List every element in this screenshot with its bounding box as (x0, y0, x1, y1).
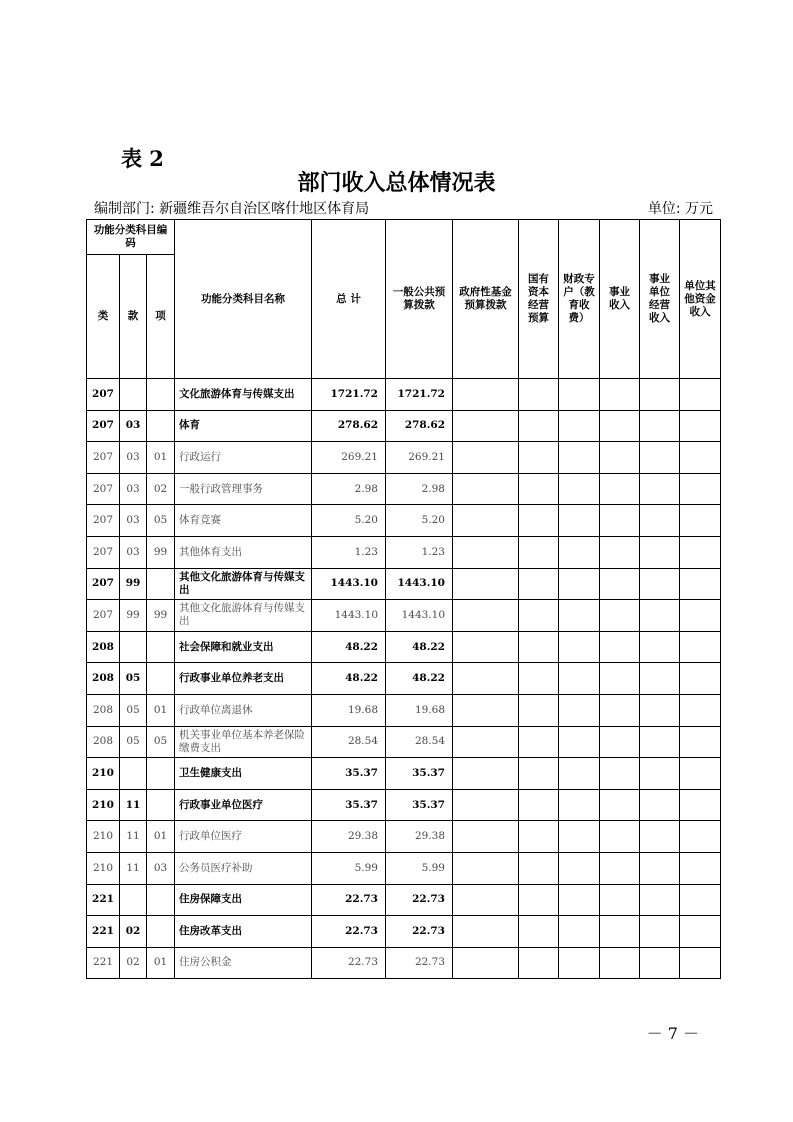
cell-empty (453, 726, 519, 758)
cell-empty (600, 442, 640, 474)
cell-empty (453, 410, 519, 442)
cell-total: 48.22 (312, 663, 386, 695)
cell-xiang (147, 631, 175, 663)
cell-name: 其他体育支出 (175, 536, 312, 568)
cell-empty (453, 568, 519, 600)
header-business-income: 事业收入 (600, 220, 640, 379)
cell-empty (680, 536, 721, 568)
table-row (87, 631, 721, 663)
cell-empty (680, 631, 721, 663)
cell-lei: 207 (87, 442, 120, 474)
cell-general: 1443.10 (386, 568, 453, 600)
table-row (87, 410, 721, 442)
cell-xiang: 01 (147, 442, 175, 474)
cell-empty (559, 947, 600, 979)
cell-empty (559, 631, 600, 663)
cell-kuan: 99 (120, 568, 147, 600)
cell-general: 278.62 (386, 410, 453, 442)
table-row (87, 947, 721, 979)
table-row (87, 726, 721, 758)
cell-empty (680, 947, 721, 979)
cell-empty (640, 789, 680, 821)
cell-empty (519, 379, 559, 411)
cell-empty (680, 884, 721, 916)
cell-kuan (120, 631, 147, 663)
cell-empty (519, 694, 559, 726)
table-row (87, 916, 721, 948)
cell-xiang (147, 663, 175, 695)
cell-empty (640, 947, 680, 979)
cell-xiang: 05 (147, 726, 175, 758)
cell-general: 35.37 (386, 789, 453, 821)
cell-empty (519, 663, 559, 695)
cell-total: 1443.10 (312, 600, 386, 632)
cell-lei: 207 (87, 568, 120, 600)
cell-kuan: 02 (120, 916, 147, 948)
cell-xiang (147, 916, 175, 948)
cell-lei: 207 (87, 473, 120, 505)
cell-empty (640, 600, 680, 632)
cell-empty (453, 821, 519, 853)
cell-kuan: 03 (120, 410, 147, 442)
cell-xiang: 02 (147, 473, 175, 505)
cell-empty (640, 916, 680, 948)
cell-empty (519, 758, 559, 790)
cell-kuan: 11 (120, 821, 147, 853)
cell-lei: 208 (87, 694, 120, 726)
cell-lei: 221 (87, 916, 120, 948)
cell-name: 机关事业单位基本养老保险缴费支出 (175, 726, 312, 758)
header-state-capital: 国有资本经营预算 (519, 220, 559, 379)
cell-kuan: 11 (120, 852, 147, 884)
table-row (87, 789, 721, 821)
cell-general: 269.21 (386, 442, 453, 474)
cell-name: 社会保障和就业支出 (175, 631, 312, 663)
table-row (87, 694, 721, 726)
cell-name: 体育 (175, 410, 312, 442)
cell-empty (453, 600, 519, 632)
cell-empty (519, 568, 559, 600)
cell-lei: 210 (87, 789, 120, 821)
cell-xiang (147, 789, 175, 821)
cell-empty (559, 473, 600, 505)
cell-general: 22.73 (386, 947, 453, 979)
table-row (87, 505, 721, 537)
cell-empty (600, 473, 640, 505)
page-number: － 7 － (646, 1024, 699, 1043)
cell-lei: 210 (87, 852, 120, 884)
cell-empty (640, 852, 680, 884)
cell-general: 1721.72 (386, 379, 453, 411)
cell-empty (559, 568, 600, 600)
cell-kuan: 03 (120, 442, 147, 474)
cell-empty (559, 916, 600, 948)
cell-empty (519, 442, 559, 474)
cell-name: 文化旅游体育与传媒支出 (175, 379, 312, 411)
cell-total: 269.21 (312, 442, 386, 474)
cell-total: 278.62 (312, 410, 386, 442)
cell-empty (680, 916, 721, 948)
cell-empty (519, 473, 559, 505)
cell-empty (559, 726, 600, 758)
cell-total: 35.37 (312, 758, 386, 790)
cell-empty (600, 694, 640, 726)
cell-name: 其他文化旅游体育与传媒支出 (175, 600, 312, 632)
cell-general: 22.73 (386, 916, 453, 948)
table-row (87, 821, 721, 853)
cell-empty (519, 631, 559, 663)
cell-empty (640, 505, 680, 537)
cell-empty (600, 631, 640, 663)
cell-empty (600, 852, 640, 884)
cell-empty (559, 536, 600, 568)
cell-general: 5.99 (386, 852, 453, 884)
cell-empty (640, 410, 680, 442)
cell-empty (453, 505, 519, 537)
cell-lei: 207 (87, 505, 120, 537)
cell-xiang (147, 379, 175, 411)
cell-empty (680, 473, 721, 505)
cell-xiang: 03 (147, 852, 175, 884)
cell-name: 住房保障支出 (175, 884, 312, 916)
cell-name: 住房公积金 (175, 947, 312, 979)
cell-empty (559, 758, 600, 790)
cell-empty (680, 505, 721, 537)
cell-empty (680, 694, 721, 726)
cell-xiang (147, 568, 175, 600)
cell-lei: 208 (87, 663, 120, 695)
cell-empty (600, 884, 640, 916)
cell-lei: 207 (87, 536, 120, 568)
cell-total: 2.98 (312, 473, 386, 505)
cell-empty (600, 663, 640, 695)
cell-empty (600, 947, 640, 979)
cell-empty (640, 442, 680, 474)
cell-empty (559, 694, 600, 726)
cell-total: 22.73 (312, 916, 386, 948)
table-row (87, 852, 721, 884)
cell-xiang: 99 (147, 600, 175, 632)
cell-empty (559, 852, 600, 884)
cell-total: 28.54 (312, 726, 386, 758)
cell-name: 一般行政管理事务 (175, 473, 312, 505)
cell-empty (680, 663, 721, 695)
org-label: 编制部门: 新疆维吾尔自治区喀什地区体育局 (94, 201, 370, 217)
cell-kuan: 03 (120, 536, 147, 568)
table-label: 表 2 (121, 146, 164, 171)
cell-empty (600, 568, 640, 600)
cell-empty (559, 410, 600, 442)
cell-empty (640, 536, 680, 568)
cell-kuan (120, 758, 147, 790)
cell-lei: 210 (87, 821, 120, 853)
cell-kuan: 03 (120, 473, 147, 505)
cell-name: 行政运行 (175, 442, 312, 474)
cell-empty (453, 758, 519, 790)
cell-general: 1443.10 (386, 600, 453, 632)
cell-total: 29.38 (312, 821, 386, 853)
cell-empty (680, 726, 721, 758)
cell-total: 48.22 (312, 631, 386, 663)
cell-kuan: 05 (120, 694, 147, 726)
cell-empty (680, 379, 721, 411)
cell-kuan (120, 379, 147, 411)
cell-empty (453, 694, 519, 726)
cell-empty (640, 473, 680, 505)
cell-total: 35.37 (312, 789, 386, 821)
cell-empty (680, 821, 721, 853)
cell-lei: 207 (87, 410, 120, 442)
cell-empty (600, 600, 640, 632)
cell-lei: 207 (87, 600, 120, 632)
header-lei: 类 (87, 255, 120, 379)
cell-empty (600, 536, 640, 568)
cell-name: 体育竞赛 (175, 505, 312, 537)
cell-name: 行政事业单位医疗 (175, 789, 312, 821)
cell-general: 48.22 (386, 631, 453, 663)
cell-empty (453, 884, 519, 916)
table-row (87, 473, 721, 505)
cell-empty (559, 663, 600, 695)
cell-empty (559, 505, 600, 537)
cell-general: 48.22 (386, 663, 453, 695)
cell-empty (559, 789, 600, 821)
cell-general: 2.98 (386, 473, 453, 505)
header-general-budget: 一般公共预算拨款 (386, 220, 453, 379)
cell-empty (453, 536, 519, 568)
cell-kuan: 02 (120, 947, 147, 979)
cell-kuan: 03 (120, 505, 147, 537)
revenue-table (86, 219, 721, 979)
cell-empty (519, 536, 559, 568)
cell-name: 其他文化旅游体育与传媒支出 (175, 568, 312, 600)
cell-total: 22.73 (312, 884, 386, 916)
cell-empty (519, 410, 559, 442)
header-fiscal-special: 财政专户（教育收费） (559, 220, 600, 379)
cell-kuan: 11 (120, 789, 147, 821)
cell-name: 卫生健康支出 (175, 758, 312, 790)
cell-empty (680, 410, 721, 442)
cell-empty (559, 442, 600, 474)
cell-empty (559, 600, 600, 632)
cell-general: 1.23 (386, 536, 453, 568)
cell-empty (640, 884, 680, 916)
cell-total: 1.23 (312, 536, 386, 568)
cell-empty (680, 852, 721, 884)
cell-lei: 208 (87, 726, 120, 758)
cell-empty (640, 821, 680, 853)
cell-general: 35.37 (386, 758, 453, 790)
cell-empty (453, 852, 519, 884)
cell-empty (453, 916, 519, 948)
cell-general: 28.54 (386, 726, 453, 758)
cell-xiang: 01 (147, 821, 175, 853)
cell-lei: 210 (87, 758, 120, 790)
header-xiang: 项 (147, 255, 175, 379)
cell-empty (680, 789, 721, 821)
cell-empty (680, 600, 721, 632)
cell-name: 住房改革支出 (175, 916, 312, 948)
cell-xiang: 99 (147, 536, 175, 568)
table-row (87, 568, 721, 600)
cell-total: 5.99 (312, 852, 386, 884)
page-title: 部门收入总体情况表 (297, 171, 496, 196)
cell-empty (600, 379, 640, 411)
cell-kuan: 05 (120, 726, 147, 758)
cell-empty (519, 821, 559, 853)
cell-empty (600, 916, 640, 948)
cell-empty (559, 821, 600, 853)
header-total: 总 计 (312, 220, 386, 379)
header-code-group: 功能分类科目编码 (87, 220, 175, 255)
cell-empty (519, 505, 559, 537)
cell-xiang: 01 (147, 947, 175, 979)
cell-empty (559, 379, 600, 411)
cell-empty (680, 568, 721, 600)
cell-empty (559, 884, 600, 916)
cell-empty (453, 473, 519, 505)
cell-general: 5.20 (386, 505, 453, 537)
cell-empty (600, 726, 640, 758)
cell-empty (519, 947, 559, 979)
cell-kuan: 99 (120, 600, 147, 632)
cell-general: 29.38 (386, 821, 453, 853)
cell-name: 行政单位离退休 (175, 694, 312, 726)
cell-empty (519, 789, 559, 821)
cell-total: 19.68 (312, 694, 386, 726)
cell-empty (640, 568, 680, 600)
header-operating-income: 事业单位经营收入 (640, 220, 680, 379)
header-kuan: 款 (120, 255, 147, 379)
cell-empty (453, 947, 519, 979)
cell-general: 22.73 (386, 884, 453, 916)
cell-empty (453, 442, 519, 474)
cell-total: 22.73 (312, 947, 386, 979)
cell-empty (600, 410, 640, 442)
cell-empty (600, 789, 640, 821)
cell-xiang: 05 (147, 505, 175, 537)
cell-name: 行政事业单位养老支出 (175, 663, 312, 695)
cell-empty (600, 821, 640, 853)
cell-general: 19.68 (386, 694, 453, 726)
cell-empty (519, 600, 559, 632)
table-row (87, 758, 721, 790)
table-row (87, 536, 721, 568)
cell-empty (453, 379, 519, 411)
unit-label: 单位: 万元 (647, 201, 713, 217)
cell-empty (640, 663, 680, 695)
cell-empty (640, 726, 680, 758)
header-fund-budget: 政府性基金预算拨款 (453, 220, 519, 379)
cell-empty (519, 916, 559, 948)
cell-empty (600, 758, 640, 790)
cell-lei: 221 (87, 884, 120, 916)
cell-empty (640, 694, 680, 726)
table-row (87, 884, 721, 916)
cell-kuan (120, 884, 147, 916)
cell-empty (519, 852, 559, 884)
cell-empty (680, 442, 721, 474)
cell-kuan: 05 (120, 663, 147, 695)
cell-xiang (147, 758, 175, 790)
cell-total: 1443.10 (312, 568, 386, 600)
cell-xiang (147, 410, 175, 442)
cell-empty (680, 758, 721, 790)
cell-empty (519, 726, 559, 758)
cell-empty (600, 505, 640, 537)
cell-empty (519, 884, 559, 916)
cell-empty (640, 758, 680, 790)
table-row (87, 663, 721, 695)
cell-lei: 207 (87, 379, 120, 411)
cell-total: 1721.72 (312, 379, 386, 411)
table-row (87, 600, 721, 632)
cell-empty (453, 631, 519, 663)
table-row (87, 442, 721, 474)
cell-lei: 221 (87, 947, 120, 979)
cell-name: 公务员医疗补助 (175, 852, 312, 884)
table-row (87, 379, 721, 411)
cell-empty (453, 789, 519, 821)
cell-total: 5.20 (312, 505, 386, 537)
cell-xiang (147, 884, 175, 916)
cell-empty (453, 663, 519, 695)
cell-xiang: 01 (147, 694, 175, 726)
header-name: 功能分类科目名称 (175, 220, 312, 379)
cell-empty (640, 379, 680, 411)
cell-name: 行政单位医疗 (175, 821, 312, 853)
header-other-income: 单位其他资金收入 (680, 220, 721, 379)
cell-lei: 208 (87, 631, 120, 663)
cell-empty (640, 631, 680, 663)
